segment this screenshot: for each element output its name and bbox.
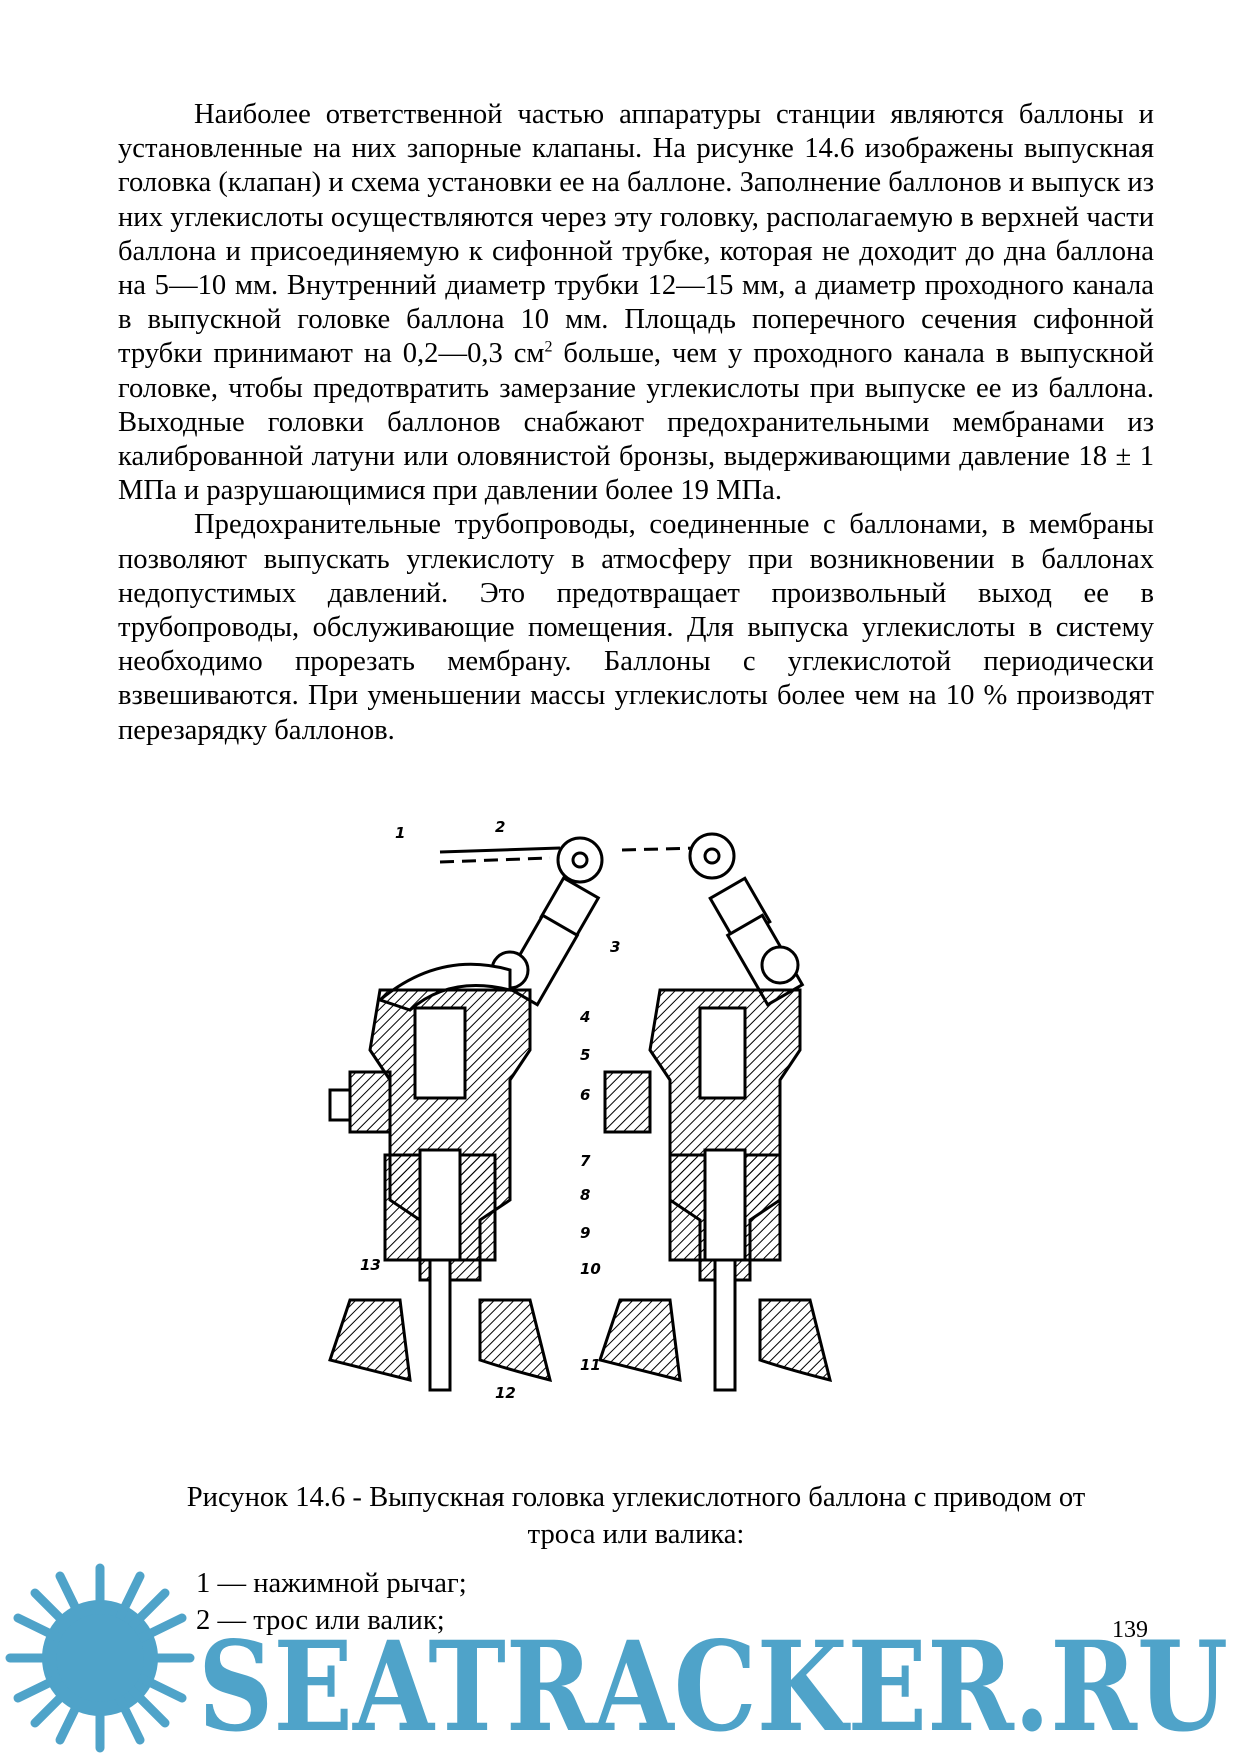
- callout-8: 8: [580, 1186, 591, 1204]
- callout-12: 12: [495, 1384, 516, 1402]
- superscript-2: 2: [544, 338, 553, 356]
- callout-1: 1: [395, 824, 406, 842]
- caption-line-1: Рисунок 14.6 - Выпускная головка углекислотного баллона с приводом от: [186, 1482, 1086, 1513]
- paragraph-1: Наиболее ответственной частью аппаратуры станции являются баллоны и установленные на них запорные клапаны. На рисунке 14.6 изображены выпускная головка (клапан) и схема установки ее на баллоне. Заполнение баллонов и выпуск из них углекислоты осуществляются через эту головку, располагаемую в верхней части баллона и присоединяемую к сифонной трубке, которая не доходит до дна баллона на 5—10 мм. Внутренний диаметр трубки 12—15 мм, а диаметр проходного канала в выпускной головке баллона 10 мм. Площадь поперечного сечения сифонной трубки принимают на 0,2—0,3 $см^2$ больше, чем у проходного канала в выпускной головке, чтобы предотвратить замерзание углекислоты при выпуске ее из баллона. Выходные головки баллонов снабжают предохранительными мембранами из калиброванной латуни или оловянистой бронзы, выдерживающими давление 18 ± 1 МПа и разрушающимися при давлении более 19 МПа.: [118, 99, 1154, 507]
- callout-4: 4: [580, 1008, 591, 1026]
- figure-caption: [118, 1479, 1154, 1553]
- valve-figure: [360, 800, 960, 1460]
- watermark: [0, 1578, 1240, 1754]
- valve-left: [330, 838, 602, 1390]
- callout-3: 3: [610, 938, 621, 956]
- valve-right: [600, 834, 830, 1390]
- callout-9: 9: [580, 1224, 591, 1242]
- watermark-text: SEATRACKER.RU: [198, 1615, 1228, 1754]
- callout-11: 11: [580, 1356, 601, 1374]
- sun-icon: [10, 1568, 190, 1748]
- callout-13: 13: [360, 1256, 381, 1274]
- valve-drawing: [360, 800, 960, 1460]
- body-text: [118, 98, 1154, 748]
- legend-item-1: 1 — нажимной рычаг;: [196, 1568, 467, 1599]
- callout-6: 6: [580, 1086, 591, 1104]
- paragraph-2: Предохранительные трубопроводы, соединенные с баллонами, в мембраны позволяют выпускать углекислоту в атмосферу при возникновении в баллонах недопустимых давлений. Это предотвращает произвольный выход ее в трубопроводы, обслуживающие помещения. Для выпуска углекислоты в систему необходимо прорезать мембрану. Баллоны с углекислотой периодически взвешиваются. При уменьшении массы углекислоты более чем на 10 % производят перезарядку баллонов.: [118, 509, 1154, 746]
- callout-5: 5: [580, 1046, 591, 1064]
- caption-line-2: троса или валика:: [527, 1519, 745, 1550]
- legend-item-2: 2 — трос или валик;: [196, 1605, 445, 1636]
- callout-7: 7: [580, 1152, 591, 1170]
- callout-10: 10: [580, 1260, 601, 1278]
- callout-2: 2: [495, 818, 506, 836]
- page-number: 139: [1112, 1617, 1148, 1643]
